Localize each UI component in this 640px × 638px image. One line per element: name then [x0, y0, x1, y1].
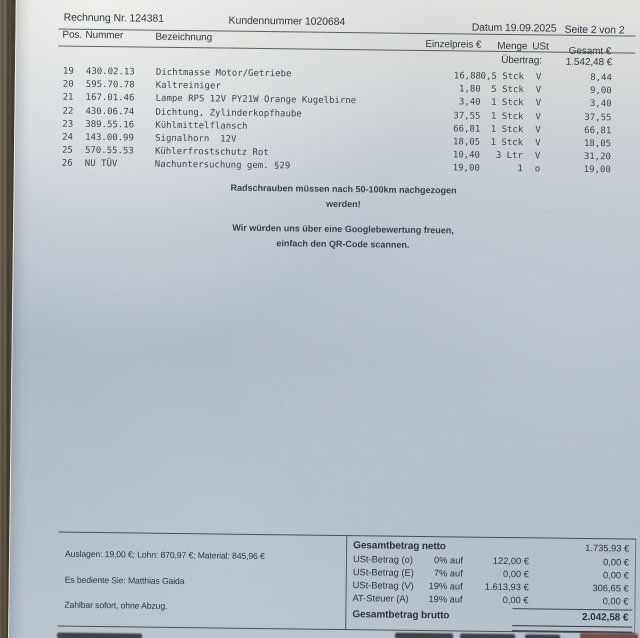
col-header-menge: Menge	[497, 40, 528, 53]
item-number: 430.06.74	[85, 106, 135, 118]
col-header-gesamt: Gesamt €	[568, 45, 612, 58]
text-line: Zahlbar sofort, ohne Abzug.	[64, 599, 168, 611]
vat-label: AT-Steuer (A)	[352, 593, 409, 604]
brutto-label: Gesamtbetrag brutto	[352, 609, 450, 622]
item-unit-price: 19,00	[452, 163, 480, 174]
grand-total-double-rule	[512, 625, 632, 632]
vat-amount: 0,00 €	[602, 596, 629, 607]
item-vat-code: V	[534, 151, 541, 162]
text-line: einfach den QR-Code scannen.	[276, 238, 410, 250]
item-quantity: 0,5 Stck	[480, 71, 524, 83]
item-number: 143.00.99	[85, 132, 134, 144]
item-total: 18,05	[583, 138, 612, 150]
col-header-pos: Pos.	[62, 29, 83, 41]
vat-rate: 7% auf	[433, 568, 463, 579]
vat-amount: 0,00 €	[602, 570, 629, 581]
item-quantity: 1	[517, 164, 523, 175]
item-total: 19,00	[583, 165, 611, 176]
text-line: Wir würden uns über eine Googlebewertung freuen,	[232, 222, 454, 236]
item-description: Dichtmasse Motor/Getriebe	[155, 67, 292, 80]
brutto-value: 2.042,58 €	[581, 611, 629, 624]
item-quantity: 1 Stck	[490, 111, 524, 122]
wheel-bolts-note	[5, 178, 640, 216]
cutoff-footer-text	[460, 633, 515, 638]
vat-rate: 19% auf	[428, 594, 463, 605]
item-quantity: 5 Stck	[491, 85, 524, 96]
item-number: 430.02.13	[85, 66, 135, 78]
cutoff-footer-stamp	[580, 633, 638, 638]
item-unit-price: 1,80	[459, 84, 481, 95]
item-description: Lampe RPS 12V PY21W Orange Kugelbirne	[155, 94, 357, 107]
item-quantity: 1 Stck	[490, 124, 524, 135]
google-review-note	[5, 218, 640, 256]
item-total: 37,55	[584, 112, 612, 123]
cutoff-footer-text	[395, 633, 453, 638]
text-line: Radschrauben müssen nach 50-100km nachgezogen	[230, 182, 457, 196]
vat-amount: 306,65 €	[592, 583, 629, 594]
carryover-value: 1.542,48 €	[565, 56, 613, 69]
vat-base: 1.613,93 €	[484, 581, 529, 593]
item-total: 3,40	[589, 99, 612, 110]
item-vat-code: V	[535, 111, 541, 122]
item-pos: 21	[62, 92, 74, 104]
vat-base: 0,00 €	[502, 594, 529, 606]
invoice-number: Rechnung Nr. 124381	[63, 11, 164, 25]
totals-cell	[57, 533, 635, 633]
col-header-ust: USt	[532, 41, 549, 53]
item-number: NU TÜV	[84, 159, 118, 170]
item-total: 8,44	[590, 73, 612, 84]
item-pos: 25	[61, 145, 73, 156]
vat-base: 122,00 €	[492, 555, 530, 567]
item-number: 167.01.46	[85, 93, 135, 104]
cutoff-footer-text	[57, 633, 142, 638]
item-description: Signalhorn 12V	[155, 133, 237, 145]
vat-label: USt-Betrag (E)	[352, 567, 414, 578]
carryover-label: Übertrag:	[501, 54, 542, 67]
item-number: 570.55.53	[84, 145, 134, 157]
item-quantity: 3 Ltr	[495, 151, 524, 162]
item-unit-price: 66,81	[453, 124, 481, 135]
item-description: Dichtung, Zylinderkopfhaube	[155, 107, 302, 120]
item-quantity: 1 Stck	[490, 137, 524, 149]
item-description: Kühlmittelflansch	[155, 120, 248, 132]
item-description: Kaltreiniger	[155, 80, 221, 92]
line-items-table	[6, 65, 640, 179]
item-unit-price: 18,05	[452, 137, 481, 148]
text-line: werden!	[326, 198, 361, 210]
col-header-einzelpreis: Einzelpreis €	[425, 39, 482, 51]
item-vat-code: V	[535, 125, 541, 136]
item-unit-price: 37,55	[453, 110, 481, 122]
item-total: 31,20	[583, 152, 612, 163]
item-pos: 24	[62, 132, 74, 143]
item-total: 66,81	[584, 125, 612, 137]
customer-number: Kundennummer 1020684	[228, 14, 346, 29]
item-number: 595.70.78	[85, 80, 135, 91]
text-line: Auslagen: 19,00 €; Lohn: 870,97 €; Material: 845,96 €	[65, 548, 265, 562]
netto-value: 1.735,93 €	[585, 542, 630, 554]
item-total: 9,00	[590, 86, 612, 97]
item-pos: 22	[62, 106, 74, 117]
invoice-paper	[7, 0, 640, 638]
item-vat-code: V	[535, 138, 541, 149]
item-description: Nachuntersuchung gem. §29	[154, 160, 291, 172]
vat-rate: 19% auf	[428, 581, 463, 592]
item-vat-code: V	[535, 85, 542, 96]
cutoff-footer-text	[525, 634, 560, 638]
item-vat-code: V	[535, 98, 542, 109]
item-pos: 20	[62, 79, 74, 90]
netto-label: Gesamtbetrag netto	[353, 540, 446, 553]
vat-label: USt-Betrag (o)	[352, 554, 414, 565]
item-unit-price: 3,40	[458, 97, 481, 109]
item-vat-code: o	[534, 164, 541, 175]
page-indicator: Seite 2 von 2	[564, 23, 625, 37]
vat-label: USt-Betrag (V)	[352, 580, 414, 591]
summary-box	[57, 532, 636, 634]
item-number: 389.55.16	[85, 119, 135, 131]
item-pos: 19	[62, 66, 74, 77]
invoice-date: Datum 19.09.2025	[471, 21, 557, 35]
item-pos: 26	[61, 158, 73, 170]
item-vat-code: V	[535, 72, 542, 83]
item-pos: 23	[62, 119, 74, 130]
vat-amount: 0,00 €	[603, 557, 630, 568]
text-line: Es bediente Sie: Matthias Gaida	[64, 574, 185, 587]
col-header-bezeichnung: Bezeichnung	[155, 31, 213, 44]
col-header-nummer: Nummer	[85, 29, 124, 42]
item-description: Kühlerfrostschutz Rot	[154, 146, 269, 159]
vat-rate: 0% auf	[434, 555, 464, 566]
item-unit-price: 16,88	[453, 71, 481, 82]
item-quantity: 1 Stck	[491, 98, 524, 109]
item-unit-price: 10,40	[452, 150, 481, 161]
vat-base: 0,00 €	[502, 568, 529, 580]
